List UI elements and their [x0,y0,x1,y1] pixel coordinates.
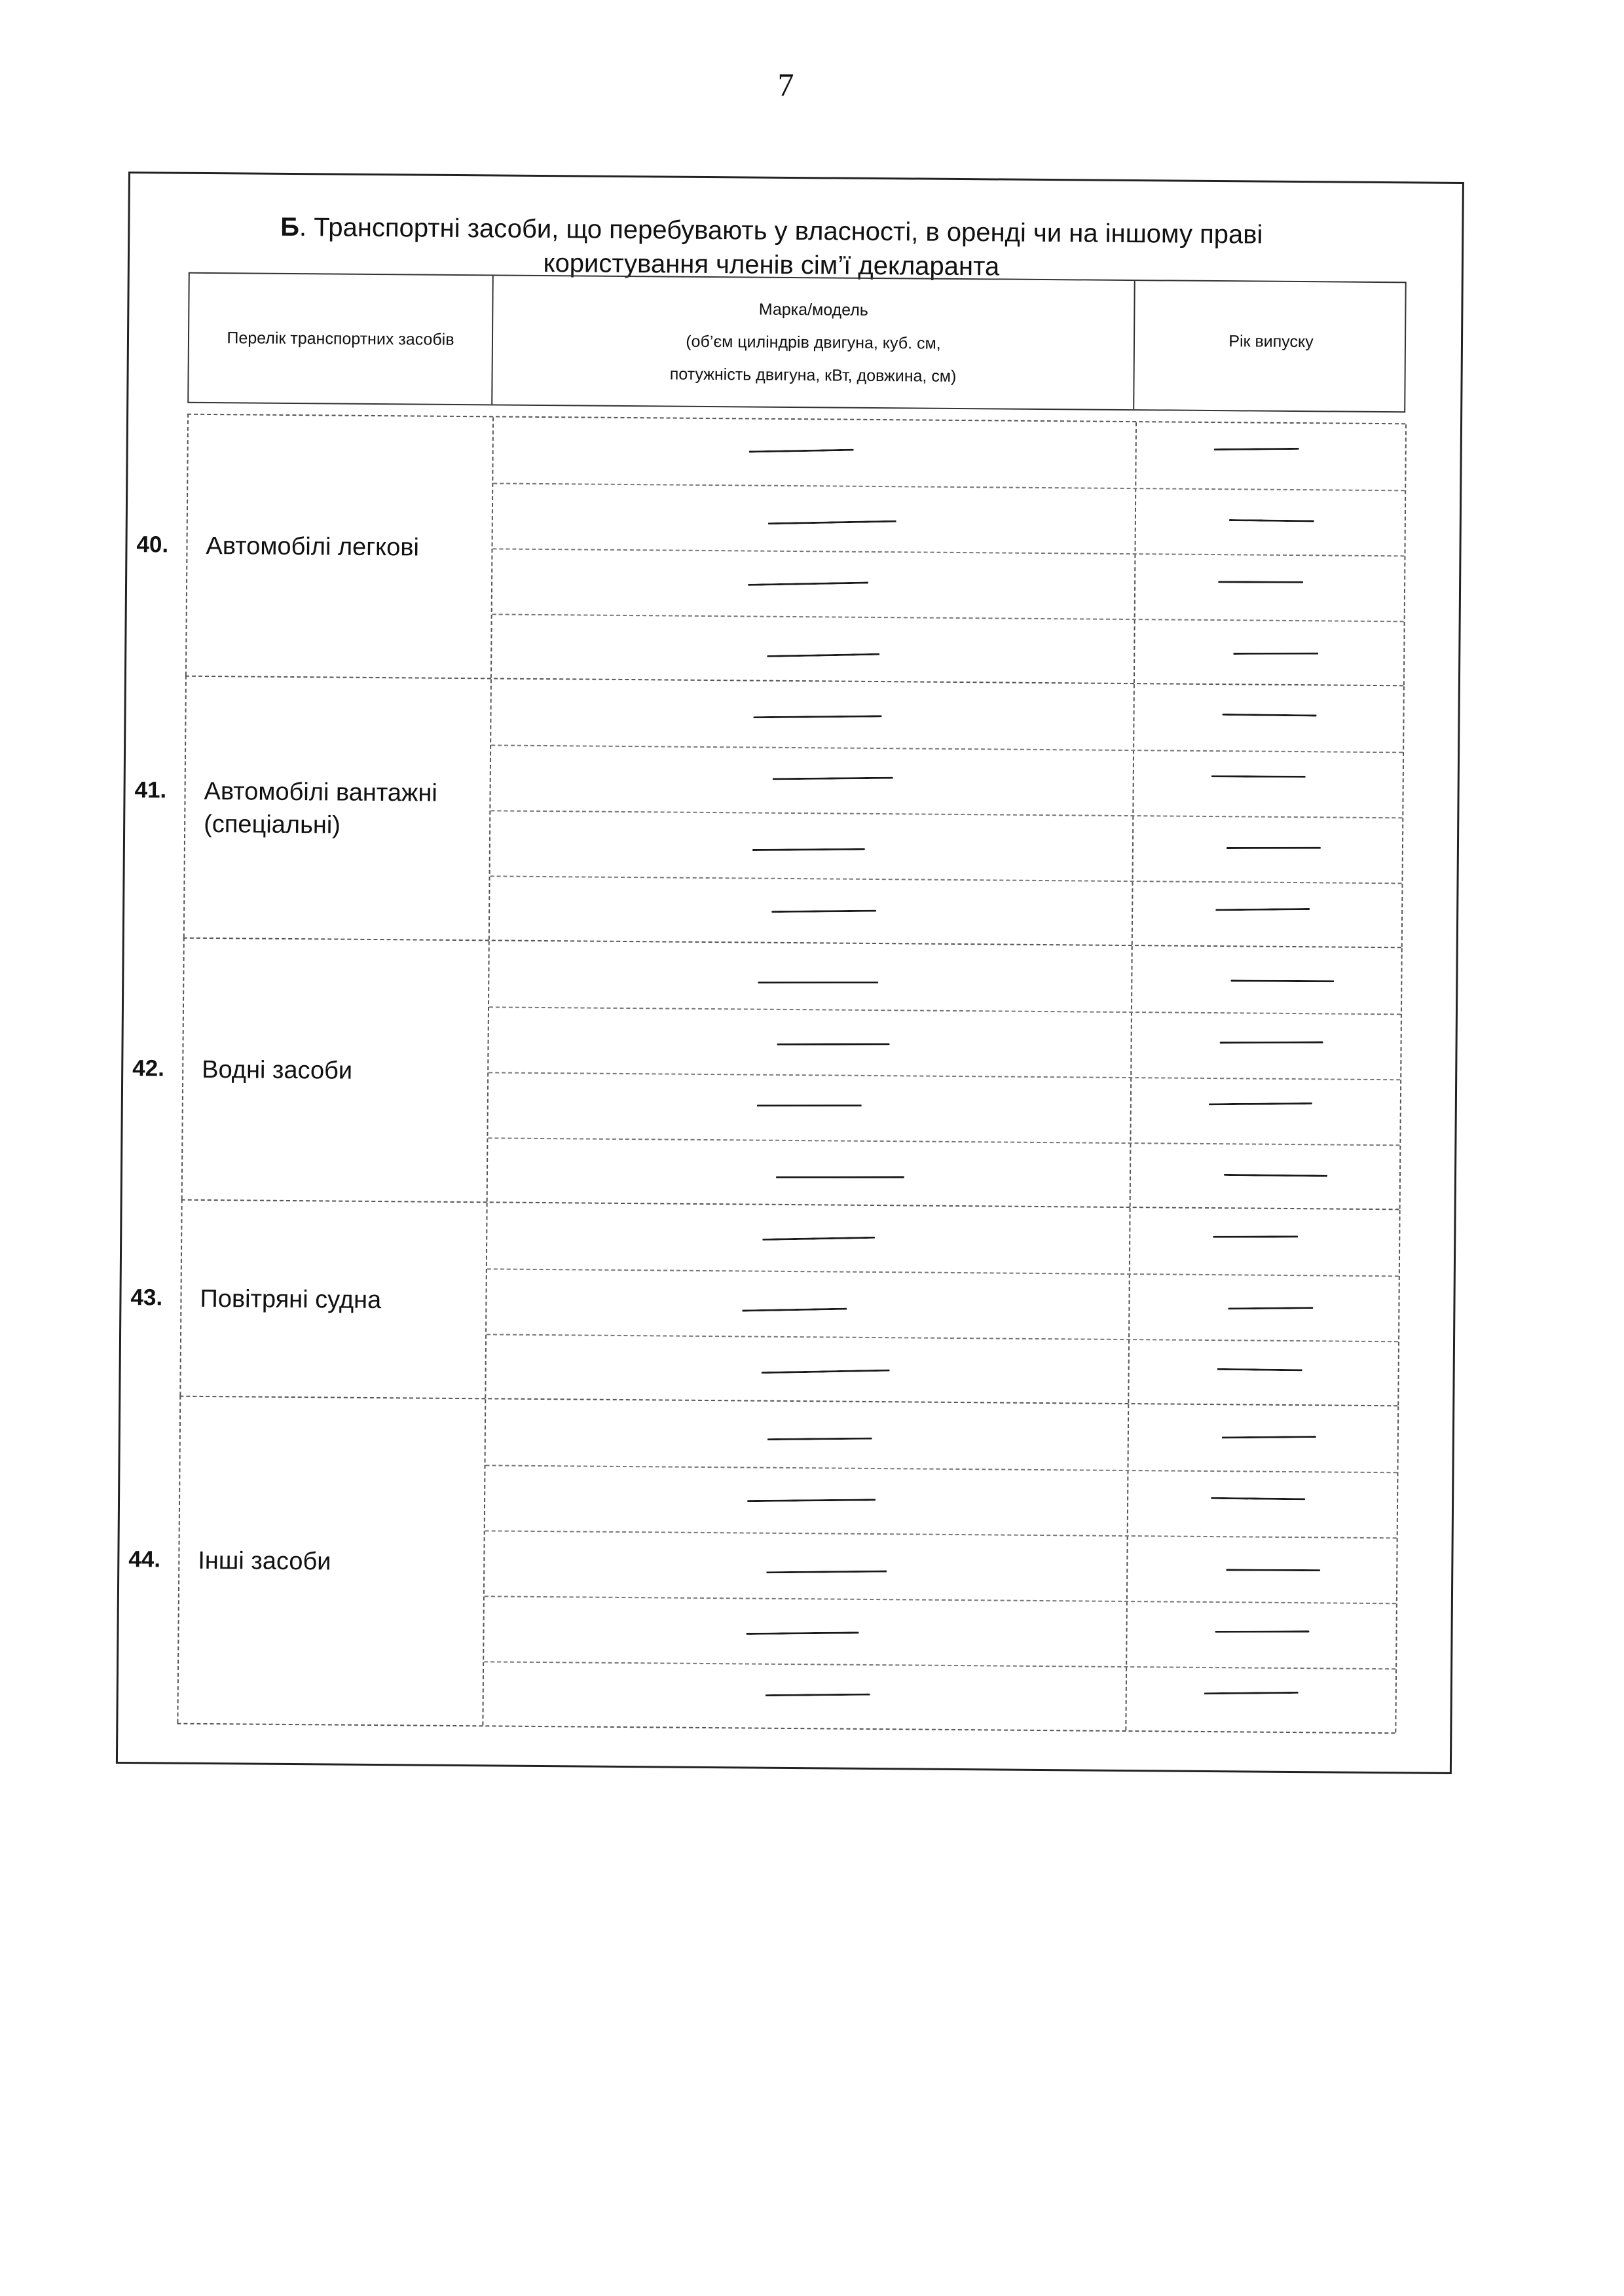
empty-year-dash [1227,847,1321,849]
group-label: Автомобілі вантажні (спеціальні) [204,777,438,839]
empty-year-dash [1223,714,1317,717]
header-make-model-line2: (об’єм циліндрів двигуна, куб. см, [686,332,941,353]
empty-entry-dash [762,1370,890,1374]
group-other [128,1396,1397,1733]
group-rows [485,1203,1400,1405]
empty-entry-dash [753,715,881,718]
empty-entry-dash [766,1694,870,1697]
empty-year-dash [1230,980,1334,983]
empty-entry-dash [747,1499,876,1502]
group-trucks [134,676,1403,947]
group-rows [489,679,1405,947]
empty-year-dash [1228,1307,1313,1309]
empty-entry-dash [752,848,865,851]
row-divider [487,1334,1398,1342]
group-aircraft [130,1199,1399,1406]
empty-entry-dash [776,1176,904,1178]
row-divider [484,1661,1395,1669]
empty-entry-dash [773,777,893,780]
row-divider [492,548,1404,556]
empty-year-dash [1217,1368,1302,1371]
empty-year-dash [1211,775,1306,778]
empty-year-dash [1218,581,1303,583]
row-divider [492,613,1404,622]
group-label: Інші засоби [198,1546,331,1576]
header-make-model-line3: потужність двигуна, кВт, довжина, см) [669,365,957,386]
empty-entry-dash [767,1438,872,1441]
row-divider [485,1465,1397,1473]
empty-entry-dash [777,1043,890,1045]
empty-entry-dash [757,1104,862,1106]
row-divider [485,1595,1396,1604]
empty-entry-dash [749,449,854,453]
column-divider [1128,1208,1130,1403]
empty-entry-dash [758,981,878,983]
empty-year-dash [1204,1692,1299,1694]
empty-year-dash [1224,1174,1327,1177]
row-divider [487,1268,1399,1277]
empty-entry-dash [748,581,868,585]
group-rows [487,941,1403,1209]
empty-entry-dash [766,1571,887,1574]
declaration-section-frame [116,172,1464,1774]
empty-year-dash [1209,1102,1312,1106]
header-make-model [492,276,1135,409]
empty-year-dash [1233,653,1318,655]
empty-entry-dash [771,910,876,913]
row-divider [489,1072,1400,1080]
group-rows [482,1399,1399,1732]
row-divider [493,483,1405,491]
row-divider [490,875,1402,884]
group-number: 42. [132,1055,165,1082]
group-number: 43. [130,1285,163,1311]
group-label: Повітряні судна [200,1285,382,1315]
group-number: 40. [136,532,169,558]
table-header [187,272,1407,413]
empty-year-dash [1222,1436,1316,1438]
row-divider [490,810,1402,818]
empty-year-dash [1215,1630,1310,1632]
empty-year-dash [1215,908,1310,911]
empty-entry-dash [742,1308,847,1312]
column-divider [1125,1404,1129,1730]
header-make-model-line1: Марка/модель [758,300,869,319]
empty-entry-dash [762,1237,875,1241]
header-vehicle-list: Перелік транспортних засобів [189,274,494,405]
empty-year-dash [1226,1569,1320,1571]
empty-year-dash [1220,1042,1323,1044]
page-number: 7 [777,66,794,103]
group-number: 41. [134,777,167,803]
empty-year-dash [1214,448,1299,450]
vehicle-groups [128,414,1405,1576]
section-title-line1: . Транспортні засоби, що перебувають у власності, в оренді чи на іншому праві [299,213,1263,249]
empty-year-dash [1229,519,1314,522]
empty-year-dash [1213,1235,1298,1237]
section-title-line2: користування членів сім’ї декларанта [543,248,1000,282]
row-divider [489,1006,1401,1015]
empty-entry-dash [746,1631,858,1635]
group-label: Автомобілі легкові [206,532,420,562]
group-label: Водні засоби [202,1055,353,1085]
empty-year-dash [1211,1497,1305,1501]
row-divider [485,1530,1397,1539]
empty-entry-dash [768,520,896,525]
group-rows [490,417,1407,685]
row-divider [488,1137,1399,1146]
group-number: 44. [128,1546,161,1573]
empty-entry-dash [767,653,879,657]
group-cars [136,414,1405,685]
header-year: Рік випуску [1228,332,1314,352]
group-watercraft [132,938,1401,1209]
row-divider [491,744,1403,753]
column-divider [1134,422,1137,683]
section-letter: Б [280,212,300,242]
